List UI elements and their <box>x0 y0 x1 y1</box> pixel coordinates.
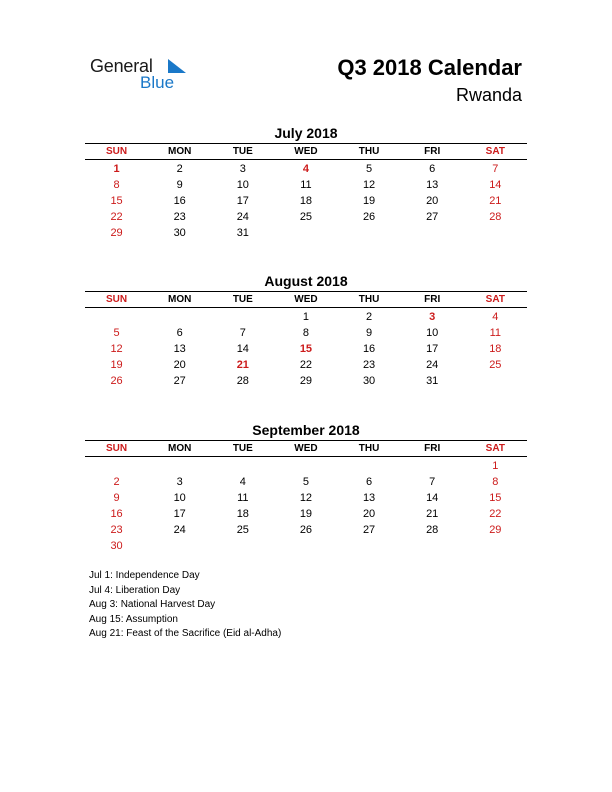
day-cell: 27 <box>173 375 186 387</box>
weekday-mon: MON <box>168 146 192 157</box>
month-title: July 2018 <box>274 125 338 141</box>
day-cell: 14 <box>489 179 502 191</box>
day-cell: 2 <box>366 311 373 323</box>
month-grid <box>85 143 527 241</box>
day-cell: 25 <box>236 524 249 536</box>
day-cell: 14 <box>426 492 439 504</box>
weekday-sun: SUN <box>106 294 128 305</box>
empty-day-cell <box>338 538 401 554</box>
day-cell: 30 <box>362 375 376 387</box>
day-cell: 2 <box>113 476 120 488</box>
day-cell: 18 <box>489 343 502 355</box>
week-row <box>85 522 527 538</box>
day-cell: 12 <box>299 492 313 504</box>
day-cell: 8 <box>492 476 499 488</box>
weekday-mon: MON <box>168 443 192 454</box>
weekday-sun: SUN <box>106 146 128 157</box>
empty-day-cell <box>211 538 274 554</box>
empty-day-cell <box>274 458 337 474</box>
day-cell: 7 <box>492 163 499 175</box>
day-cell: 22 <box>110 211 123 223</box>
day-cell: 25 <box>489 359 502 371</box>
weekday-fri: FRI <box>424 443 441 454</box>
day-cell: 12 <box>110 343 123 355</box>
day-cell: 29 <box>110 227 123 239</box>
weekday-thu: THU <box>358 294 380 305</box>
day-cell: 6 <box>366 476 373 488</box>
week-row <box>85 373 527 389</box>
empty-day-cell <box>148 309 211 325</box>
day-cell: 3 <box>429 311 436 323</box>
day-cell: 1 <box>302 311 309 323</box>
weekday-sat: SAT <box>485 294 505 305</box>
empty-day-cell <box>274 538 337 554</box>
day-cell: 10 <box>173 492 186 504</box>
month-grid <box>85 440 527 554</box>
weekday-fri: FRI <box>424 294 441 305</box>
day-cell: 19 <box>362 195 376 207</box>
day-cell: 11 <box>237 492 249 504</box>
day-cell: 5 <box>366 163 373 175</box>
day-cell: 9 <box>176 179 183 191</box>
week-row <box>85 209 527 225</box>
day-cell: 11 <box>300 179 312 191</box>
day-cell: 5 <box>113 327 120 339</box>
holiday-note: Jul 4: Liberation Day <box>89 584 181 596</box>
weekday-header-row <box>85 292 527 308</box>
day-cell: 20 <box>426 195 439 207</box>
holiday-note: Aug 15: Assumption <box>89 613 178 625</box>
month-grid <box>85 291 527 389</box>
empty-day-cell <box>401 458 464 474</box>
empty-day-cell <box>464 373 527 389</box>
week-row <box>85 458 527 474</box>
day-cell: 16 <box>110 508 123 520</box>
empty-day-cell <box>338 458 401 474</box>
weekday-tue: TUE <box>232 146 253 157</box>
day-cell: 31 <box>236 227 249 239</box>
weekday-wed: WED <box>294 443 318 454</box>
holiday-note: Aug 21: Feast of the Sacrifice (Eid al-Adha) <box>89 628 282 639</box>
day-cell: 21 <box>426 508 439 520</box>
empty-day-cell <box>464 538 527 554</box>
day-cell: 18 <box>236 508 249 520</box>
day-cell: 11 <box>489 327 502 339</box>
day-cell: 9 <box>113 492 120 504</box>
empty-day-cell <box>401 225 464 241</box>
day-cell: 20 <box>362 508 376 520</box>
day-cell: 24 <box>173 524 186 536</box>
day-cell: 13 <box>362 492 376 504</box>
day-cell: 28 <box>236 375 249 387</box>
week-row <box>85 341 527 357</box>
day-cell: 23 <box>110 524 123 536</box>
empty-day-cell <box>338 225 401 241</box>
day-cell: 29 <box>299 375 313 387</box>
day-cell: 21 <box>236 359 249 371</box>
day-cell: 17 <box>236 195 249 207</box>
day-cell: 19 <box>299 508 313 520</box>
day-cell: 22 <box>489 508 502 520</box>
weekday-header-row <box>85 144 527 160</box>
empty-day-cell <box>85 458 148 474</box>
day-cell: 10 <box>426 327 439 339</box>
weekday-sat: SAT <box>485 443 505 454</box>
weekday-thu: THU <box>358 146 380 157</box>
day-cell: 7 <box>239 327 246 339</box>
day-cell: 3 <box>176 476 183 488</box>
day-cell: 15 <box>299 343 313 355</box>
week-row <box>85 357 527 373</box>
day-cell: 24 <box>236 211 249 223</box>
holiday-note: Jul 1: Independence Day <box>89 570 200 581</box>
day-cell: 17 <box>426 343 439 355</box>
month-september <box>85 422 527 554</box>
week-row <box>85 538 527 554</box>
month-august <box>85 273 527 389</box>
holiday-note: Aug 3: National Harvest Day <box>89 599 216 610</box>
week-row <box>85 161 527 177</box>
day-cell: 13 <box>426 179 439 191</box>
day-cell: 22 <box>299 359 313 371</box>
empty-day-cell <box>274 225 337 241</box>
day-cell: 23 <box>173 211 186 223</box>
day-cell: 26 <box>110 375 123 387</box>
day-cell: 19 <box>110 359 123 371</box>
empty-day-cell <box>211 309 274 325</box>
day-cell: 27 <box>426 211 439 223</box>
weekday-sun: SUN <box>106 443 128 454</box>
day-cell: 6 <box>429 163 436 175</box>
day-cell: 23 <box>362 359 376 371</box>
page-subtitle: Rwanda <box>455 85 522 105</box>
day-cell: 9 <box>366 327 373 339</box>
day-cell: 4 <box>239 476 246 488</box>
weekday-mon: MON <box>168 294 192 305</box>
weekday-tue: TUE <box>232 443 253 454</box>
month-title: September 2018 <box>252 422 360 438</box>
week-row <box>85 490 527 506</box>
weekday-tue: TUE <box>232 294 253 305</box>
day-cell: 21 <box>489 195 502 207</box>
empty-day-cell <box>148 458 211 474</box>
empty-day-cell <box>211 458 274 474</box>
day-cell: 15 <box>489 492 502 504</box>
week-row <box>85 177 527 193</box>
logo-blue-text: Blue <box>140 73 175 92</box>
empty-day-cell <box>464 225 527 241</box>
day-cell: 14 <box>236 343 249 355</box>
generalblue-logo <box>90 56 210 96</box>
day-cell: 15 <box>110 195 123 207</box>
week-row <box>85 309 527 325</box>
day-cell: 10 <box>236 179 249 191</box>
weekday-header-row <box>85 441 527 457</box>
day-cell: 8 <box>302 327 309 339</box>
empty-day-cell <box>148 538 211 554</box>
month-july <box>85 125 527 241</box>
day-cell: 16 <box>173 195 186 207</box>
day-cell: 28 <box>426 524 439 536</box>
day-cell: 25 <box>299 211 313 223</box>
weekday-sat: SAT <box>485 146 505 157</box>
day-cell: 2 <box>176 163 183 175</box>
day-cell: 20 <box>173 359 186 371</box>
day-cell: 8 <box>113 179 120 191</box>
day-cell: 4 <box>492 311 499 323</box>
page-title: Q3 2018 Calendar <box>337 55 522 80</box>
weekday-wed: WED <box>294 294 318 305</box>
day-cell: 31 <box>426 375 439 387</box>
day-cell: 30 <box>110 540 123 552</box>
day-cell: 29 <box>489 524 502 536</box>
day-cell: 27 <box>362 524 376 536</box>
week-row <box>85 325 527 341</box>
empty-day-cell <box>401 538 464 554</box>
week-row <box>85 474 527 490</box>
day-cell: 12 <box>362 179 376 191</box>
day-cell: 28 <box>489 211 502 223</box>
holiday-notes <box>89 569 281 642</box>
day-cell: 13 <box>173 343 186 355</box>
empty-day-cell <box>85 309 148 325</box>
day-cell: 5 <box>302 476 309 488</box>
month-title: August 2018 <box>264 273 348 289</box>
week-row <box>85 506 527 522</box>
week-row <box>85 225 527 241</box>
day-cell: 26 <box>362 211 376 223</box>
week-row <box>85 193 527 209</box>
day-cell: 4 <box>302 163 309 175</box>
day-cell: 24 <box>426 359 439 371</box>
day-cell: 1 <box>113 163 120 175</box>
day-cell: 18 <box>299 195 313 207</box>
weekday-fri: FRI <box>424 146 441 157</box>
logo-triangle-icon <box>168 59 186 73</box>
day-cell: 17 <box>173 508 186 520</box>
day-cell: 3 <box>239 163 246 175</box>
day-cell: 26 <box>299 524 313 536</box>
logo-general-text: General <box>90 56 153 76</box>
day-cell: 16 <box>362 343 376 355</box>
day-cell: 30 <box>173 227 186 239</box>
weekday-thu: THU <box>358 443 380 454</box>
day-cell: 6 <box>176 327 183 339</box>
day-cell: 1 <box>492 460 499 472</box>
weekday-wed: WED <box>294 146 318 157</box>
day-cell: 7 <box>429 476 436 488</box>
